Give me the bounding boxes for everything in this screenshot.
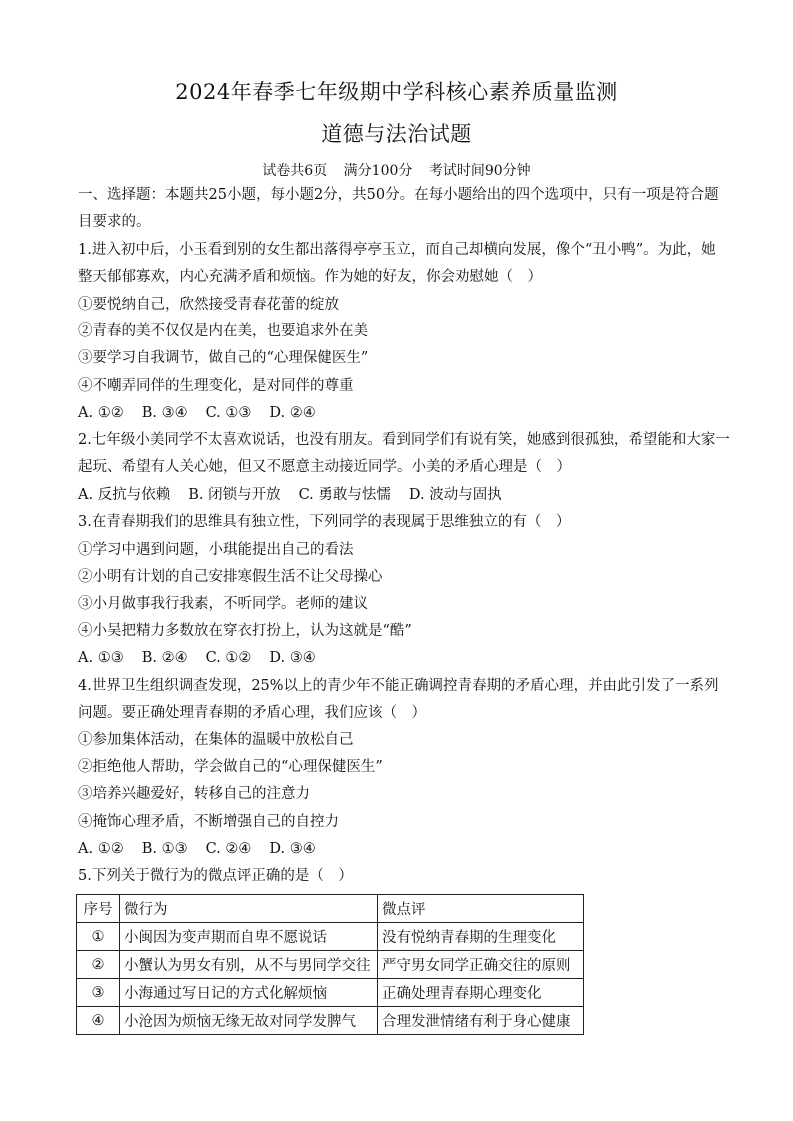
question-stem: 起玩、希望有人关心她，但又不愿意主动接近同学。小美的矛盾心理是（ ） xyxy=(78,459,571,475)
option-d: D. 波动与固执 xyxy=(408,487,502,503)
exam-title: 2024年春季七年级期中学科核心素养质量监测 xyxy=(175,80,618,104)
option-b: B. ③④ xyxy=(141,405,188,421)
answer-options xyxy=(78,485,728,505)
option-a: A. ①② xyxy=(78,841,124,857)
question-item: ①要悦纳自己，欣然接受青春花蕾的绽放 xyxy=(78,297,339,313)
question-item: ①学习中遇到问题，小琪能提出自己的看法 xyxy=(78,542,354,558)
question-item: ③培养兴趣爱好，转移自己的注意力 xyxy=(78,786,310,802)
table-row xyxy=(77,979,584,1007)
table-cell: 合理发泄情绪有利于身心健康 xyxy=(378,1007,584,1035)
option-c: C. 勇敢与怯懦 xyxy=(298,487,391,503)
answer-options xyxy=(78,839,728,859)
section-intro: 一、选择题：本题共25小题，每小题2分，共50分。在每小题给出的四个选项中，只有一项是符合题 xyxy=(78,187,719,203)
question-item: ③小月做事我行我素，不听同学。老师的建议 xyxy=(78,596,368,612)
question-item: ②青春的美不仅仅是内在美，也要追求外在美 xyxy=(78,323,368,339)
option-d: D. ③④ xyxy=(269,650,316,666)
option-d: D. ②④ xyxy=(269,405,316,421)
table-cell: 没有悦纳青春期的生理变化 xyxy=(378,923,584,951)
answer-options xyxy=(78,648,728,668)
option-a: A. 反抗与依赖 xyxy=(78,487,171,503)
option-c: C. ①③ xyxy=(205,405,252,421)
table-cell: ① xyxy=(77,923,120,951)
info-score: 满分100分 xyxy=(343,163,413,179)
option-a: A. ①② xyxy=(78,405,124,421)
question-stem: 问题。要正确处理青春期的矛盾心理，我们应该（ ） xyxy=(78,705,426,721)
question-item: ①参加集体活动，在集体的温暖中放松自己 xyxy=(78,732,354,748)
table-row xyxy=(77,1007,584,1035)
table-cell: ③ xyxy=(77,979,120,1007)
table-header: 微点评 xyxy=(378,895,584,923)
question-stem: 3.在青春期我们的思维具有独立性，下列同学的表现属于思维独立的有（ ） xyxy=(78,514,571,530)
exam-info xyxy=(0,160,793,180)
question-stem: 1.进入初中后，小玉看到别的女生都出落得亭亭玉立，而自己却横向发展，像个“丑小鸭”。为此，她 xyxy=(78,242,716,258)
question-stem: 整天郁郁寡欢，内心充满矛盾和烦恼。作为她的好友，你会劝慰她（ ） xyxy=(78,269,542,285)
behavior-table xyxy=(76,894,584,1035)
option-d: D. ③④ xyxy=(269,841,316,857)
table-header-row xyxy=(77,895,584,923)
table-cell: ④ xyxy=(77,1007,120,1035)
info-time: 考试时间90分钟 xyxy=(428,163,531,179)
option-b: B. 闭锁与开放 xyxy=(188,487,281,503)
question-item: ②拒绝他人帮助，学会做自己的“心理保健医生” xyxy=(78,759,383,775)
table-cell: 小沧因为烦恼无缘无故对同学发脾气 xyxy=(120,1007,378,1035)
exam-subtitle: 道德与法治试题 xyxy=(321,122,472,146)
question-stem: 2.七年级小美同学不太喜欢说话，也没有朋友。看到同学们有说有笑，她感到很孤独，希望能和大家一 xyxy=(78,432,730,448)
table-row xyxy=(77,951,584,979)
answer-options xyxy=(78,403,728,423)
question-item: ④小吴把精力多数放在穿衣打扮上，认为这就是“酷” xyxy=(78,623,412,639)
question-item: ②小明有计划的自己安排寒假生活不让父母操心 xyxy=(78,569,383,585)
table-cell: ② xyxy=(77,951,120,979)
table-cell: 小海通过写日记的方式化解烦恼 xyxy=(120,979,378,1007)
option-b: B. ②④ xyxy=(141,650,188,666)
question-item: ④不嘲弄同伴的生理变化，是对同伴的尊重 xyxy=(78,378,354,394)
table-header: 微行为 xyxy=(120,895,378,923)
option-b: B. ①③ xyxy=(141,841,188,857)
question-stem: 5.下列关于微行为的微点评正确的是（ ） xyxy=(78,868,353,884)
table-row xyxy=(77,923,584,951)
question-stem: 4.世界卫生组织调查发现，25%以上的青少年不能正确调控青春期的矛盾心理，并由此引发了一系列 xyxy=(78,678,719,694)
option-a: A. ①③ xyxy=(78,650,124,666)
question-item: ③要学习自我调节，做自己的“心理保健医生” xyxy=(78,350,369,366)
table-cell: 正确处理青春期心理变化 xyxy=(378,979,584,1007)
table-cell: 小蟹认为男女有别，从不与男同学交往 xyxy=(120,951,378,979)
table-cell: 小闽因为变声期而自卑不愿说话 xyxy=(120,923,378,951)
section-intro: 目要求的。 xyxy=(78,214,151,230)
option-c: C. ②④ xyxy=(205,841,252,857)
question-item: ④掩饰心理矛盾，不断增强自己的自控力 xyxy=(78,814,339,830)
info-pages: 试卷共6页 xyxy=(262,163,328,179)
table-cell: 严守男女同学正确交往的原则 xyxy=(378,951,584,979)
table-header: 序号 xyxy=(77,895,120,923)
option-c: C. ①② xyxy=(205,650,252,666)
